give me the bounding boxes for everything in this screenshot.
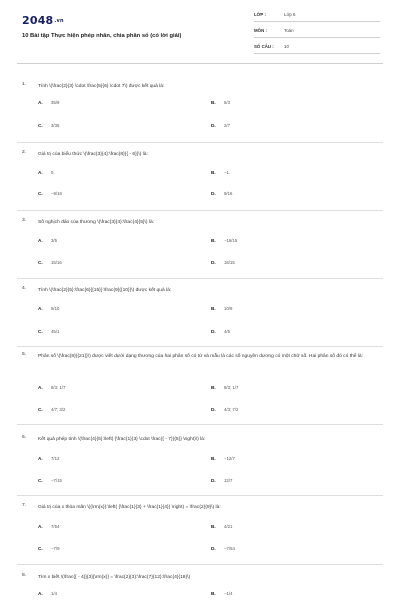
option-d[interactable]: [211, 407, 239, 412]
option-label: D.: [211, 329, 216, 334]
option-b[interactable]: [211, 100, 230, 105]
option-b[interactable]: [211, 170, 231, 175]
meta-value: Lớp 6: [284, 12, 296, 17]
option-a[interactable]: [38, 170, 55, 175]
meta-row-subject: [254, 24, 380, 38]
option-value: 5/3: [224, 100, 230, 105]
meta-key: LỚP :: [254, 12, 266, 17]
option-label: D.: [211, 260, 216, 265]
option-b[interactable]: [211, 238, 238, 243]
option-value: −16/15: [224, 238, 238, 243]
option-value: 4/21: [224, 524, 233, 529]
option-label: C.: [38, 123, 43, 128]
question-number: 3.: [22, 218, 27, 223]
option-b[interactable]: [211, 524, 233, 529]
option-d[interactable]: [211, 546, 235, 551]
header-divider: [17, 63, 383, 64]
question-number: 7.: [22, 503, 27, 508]
option-value: 10/9: [224, 306, 233, 311]
question-number: 2.: [22, 150, 27, 155]
logo-main: 2048: [22, 14, 54, 27]
option-label: A.: [38, 170, 43, 175]
option-value: −7/9: [51, 546, 60, 551]
option-value: 9/10: [51, 306, 60, 311]
option-label: D.: [211, 546, 216, 551]
meta-row-count: [254, 40, 380, 54]
option-c[interactable]: [38, 191, 62, 196]
option-label: B.: [211, 591, 216, 596]
option-label: B.: [211, 170, 216, 175]
meta-value: Toán: [284, 28, 294, 33]
question-text: Phân số \(\frac{8}{{21}}\) được viết dưới dạng thương của hai phân số có tử và mẫu là các số nguyên dương có một chữ số. Hai phân số đó có thể là:: [38, 354, 364, 359]
option-label: C.: [38, 407, 43, 412]
option-value: 35/9: [51, 100, 60, 105]
question-number: 4.: [22, 286, 27, 291]
option-a[interactable]: [38, 306, 60, 311]
site-logo[interactable]: [22, 14, 64, 27]
option-label: B.: [211, 385, 216, 390]
option-c[interactable]: [38, 123, 60, 128]
option-value: −9/16: [51, 191, 62, 196]
option-d[interactable]: [211, 329, 230, 334]
option-value: 16/15: [224, 260, 235, 265]
option-value: 3/5: [51, 238, 57, 243]
option-d[interactable]: [211, 478, 233, 483]
option-a[interactable]: [38, 385, 66, 390]
option-label: C.: [38, 191, 43, 196]
option-value: 3/35: [51, 123, 60, 128]
question-text: Giá trị của x thỏa mãn \({\rm{x}}:\left( {\frac{1}{3} + \frac{1}{4}} \right) = \frac{2}{9}\) là:: [38, 505, 221, 510]
option-value: 0.: [51, 170, 55, 175]
option-value: 8/3; 1/7: [51, 385, 66, 390]
question-number: 1.: [22, 82, 27, 87]
option-label: B.: [211, 306, 216, 311]
question-text: Giá trị của biểu thức \(\frac{3}{4}:\frac{8}{{ - 6}}\) là:: [38, 152, 148, 157]
option-c[interactable]: [38, 260, 62, 265]
question-text: Kết quả phép tính \(\frac{4}{5}:\left( {\frac{1}{3} \cdot \frac{{ - 7}}{5}} \right)\) là:: [38, 437, 206, 442]
option-label: A.: [38, 591, 43, 596]
document-header: [0, 0, 400, 62]
option-value: 15/16: [51, 260, 62, 265]
question-divider: [17, 495, 383, 496]
option-d[interactable]: [211, 260, 235, 265]
meta-key: MÔN :: [254, 28, 267, 33]
logo-suffix: .vn: [54, 18, 64, 24]
option-d[interactable]: [211, 191, 233, 196]
question-divider: [17, 424, 383, 425]
option-label: B.: [211, 456, 216, 461]
option-value: −1.: [224, 170, 231, 175]
option-value: 4/3; 7/2: [224, 407, 239, 412]
option-value: 9/16: [224, 191, 233, 196]
option-value: 4/7; 3/2: [51, 407, 66, 412]
option-label: A.: [38, 456, 43, 461]
option-label: C.: [38, 329, 43, 334]
option-value: 8/3; 1/7: [224, 385, 239, 390]
option-c[interactable]: [38, 478, 62, 483]
option-value: 1/4: [51, 591, 57, 596]
option-value: 7/12: [51, 456, 60, 461]
option-label: B.: [211, 100, 216, 105]
question-text: Tính \(\frac{2}{3} \cdot \frac{5}{6} \cdot 7\) được kết quả là:: [38, 84, 165, 89]
option-value: −12/7: [224, 456, 235, 461]
option-label: D.: [211, 478, 216, 483]
option-label: B.: [211, 238, 216, 243]
question-divider: [17, 142, 383, 143]
option-label: D.: [211, 191, 216, 196]
option-b[interactable]: [211, 591, 233, 596]
meta-value: 10: [284, 44, 289, 49]
option-c[interactable]: [38, 407, 66, 412]
question-text: Số nghịch đảo của thương \(\frac{3}{4}:\frac{4}{5}\) là:: [38, 220, 155, 225]
question-number: 8.: [22, 573, 27, 578]
question-text: Tìm x biết \(\frac{{ - 4}}{3}{\rm{x}} = \frac{2}{3}:\frac{7}{12}:\frac{4}{18}\): [38, 575, 191, 580]
meta-row-class: [254, 8, 380, 22]
option-label: D.: [211, 123, 216, 128]
option-value: 7/54: [51, 524, 60, 529]
option-b[interactable]: [211, 306, 233, 311]
option-c[interactable]: [38, 329, 60, 334]
meta-key: SỐ CÂU :: [254, 44, 274, 49]
option-value: 4/5: [224, 329, 230, 334]
option-label: A.: [38, 306, 43, 311]
option-label: B.: [211, 524, 216, 529]
option-a[interactable]: [38, 238, 57, 243]
option-value: −1/4: [224, 591, 233, 596]
question-number: 5.: [22, 352, 27, 357]
option-a[interactable]: [38, 100, 60, 105]
option-label: D.: [211, 407, 216, 412]
option-value: 2/7: [224, 123, 230, 128]
option-label: A.: [38, 385, 43, 390]
option-d[interactable]: [211, 123, 230, 128]
page-title: 10 Bài tập Thực hiện phép nhân, chia phân số (có lời giải): [22, 33, 182, 39]
question-divider: [17, 346, 383, 347]
option-label: A.: [38, 238, 43, 243]
option-label: C.: [38, 546, 43, 551]
question-divider: [17, 564, 383, 565]
option-b[interactable]: [211, 456, 235, 461]
option-a[interactable]: [38, 591, 57, 596]
option-value: −7/54: [224, 546, 235, 551]
option-label: C.: [38, 260, 43, 265]
option-a[interactable]: [38, 456, 60, 461]
option-b[interactable]: [211, 385, 239, 390]
option-value: 12/7: [224, 478, 233, 483]
question-divider: [17, 210, 383, 211]
option-label: C.: [38, 478, 43, 483]
option-value: 45/1: [51, 329, 60, 334]
question-divider: [17, 278, 383, 279]
option-a[interactable]: [38, 524, 60, 529]
option-label: A.: [38, 100, 43, 105]
option-value: −7/15: [51, 478, 62, 483]
question-text: Tính \(\frac{2}{5}:\frac{6}{{15}}:\frac{9}{{10}}\) được kết quả là:: [38, 288, 172, 293]
option-label: A.: [38, 524, 43, 529]
option-c[interactable]: [38, 546, 60, 551]
question-number: 6.: [22, 435, 27, 440]
